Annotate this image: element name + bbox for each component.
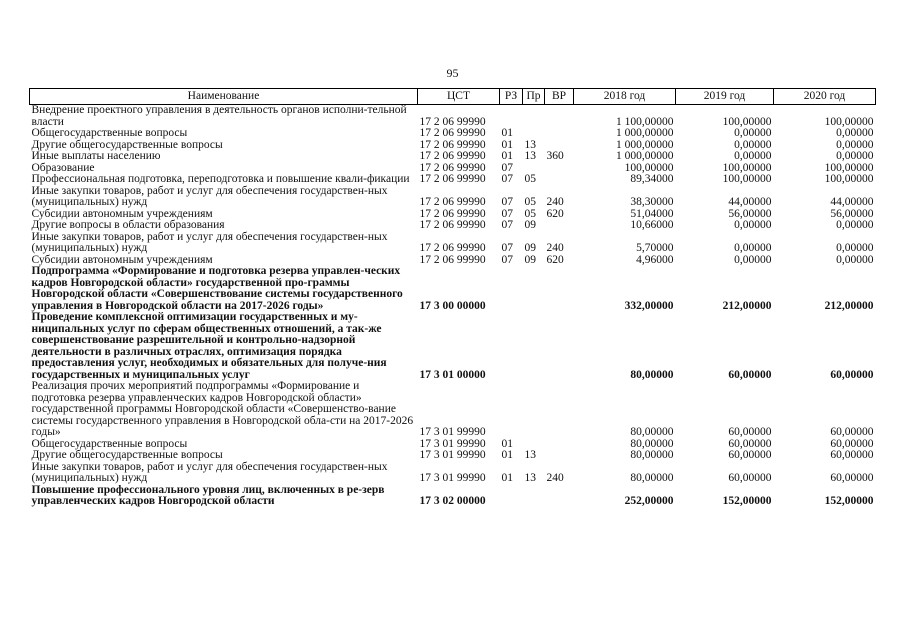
row-cst: 17 2 06 99990 <box>419 196 486 208</box>
row-pr <box>523 381 545 439</box>
table-row <box>30 450 876 462</box>
row-cst: 17 2 06 99990 <box>419 253 486 266</box>
row-2019: 0,00000 <box>734 138 772 151</box>
budget-table <box>29 88 876 508</box>
row-2019: 0,00000 <box>734 150 772 162</box>
row-vr <box>545 439 574 451</box>
row-vr: 240 <box>546 242 564 254</box>
row-2020: 60,00000 <box>830 437 874 450</box>
row-pr <box>523 485 545 508</box>
row-cst: 17 2 06 99990 <box>419 150 486 162</box>
table-row <box>30 220 876 232</box>
row-cst: 17 3 02 00000 <box>419 495 486 507</box>
row-2018: 80,00000 <box>630 426 674 438</box>
header-2019: 2019 год <box>676 89 774 105</box>
row-name: Иные закупки товаров, работ и услуг для обеспечения государствен-ных (муниципальных) нужд <box>31 184 388 208</box>
row-cst: 17 3 01 00000 <box>419 368 486 381</box>
row-rz <box>500 381 523 439</box>
row-2018: 5,70000 <box>636 242 674 254</box>
header-row <box>30 89 876 105</box>
row-name: Субсидии автономным учреждениям <box>31 207 213 220</box>
row-name: Профессиональная подготовка, переподготовка и повышение квали-фикации <box>31 173 410 185</box>
table-row <box>30 186 876 209</box>
row-name: Субсидии автономным учреждениям <box>31 253 213 266</box>
row-vr <box>545 220 574 232</box>
row-2019: 100,00000 <box>722 161 772 174</box>
row-pr: 05 <box>524 207 536 220</box>
row-cst: 17 2 06 99990 <box>419 219 486 231</box>
row-rz: 07 <box>501 207 513 220</box>
row-name: Иные выплаты населению <box>31 150 161 162</box>
row-cst: 17 2 06 99990 <box>419 161 486 174</box>
row-pr: 13 <box>524 150 536 162</box>
table-row <box>30 128 876 140</box>
row-name: Иные закупки товаров, работ и услуг для обеспечения государствен-ных (муниципальных) нужд <box>31 460 388 484</box>
row-rz <box>500 312 523 381</box>
row-2019: 0,00000 <box>734 127 772 139</box>
row-vr: 620 <box>546 253 564 266</box>
row-rz: 07 <box>501 242 513 254</box>
row-2020: 60,00000 <box>830 472 874 484</box>
table-row <box>30 381 876 439</box>
row-pr: 05 <box>524 196 536 208</box>
row-cst: 17 3 01 99990 <box>419 472 486 484</box>
header-2020: 2020 год <box>774 89 876 105</box>
row-rz <box>500 485 523 508</box>
row-2018: 1 000,00000 <box>616 150 674 162</box>
row-name: Общегосударственные вопросы <box>31 127 188 139</box>
row-2020: 60,00000 <box>830 449 874 461</box>
row-2018: 51,04000 <box>630 207 674 220</box>
header-vr: ВР <box>545 89 574 105</box>
row-rz: 07 <box>501 219 513 231</box>
row-2019: 100,00000 <box>722 115 772 128</box>
row-2018: 80,00000 <box>630 472 674 484</box>
row-pr <box>523 105 545 129</box>
row-pr: 13 <box>524 472 536 484</box>
row-2019: 100,00000 <box>722 173 772 185</box>
row-name: Подпрограмма «Формирование и подготовка резерва управлен-ческих кадров Новгородской области» государственной про-граммы Новгородской области «Совершенствование системы государственного управления в Новгородской области на 2017-2026 годы» <box>31 265 403 312</box>
row-vr <box>545 485 574 508</box>
row-2018: 1 100,00000 <box>616 115 674 128</box>
row-vr: 620 <box>546 207 564 220</box>
row-2018: 4,96000 <box>636 253 674 266</box>
row-rz: 01 <box>501 449 513 461</box>
row-rz: 07 <box>501 161 513 174</box>
row-name: Образование <box>31 161 95 174</box>
row-2018: 80,00000 <box>630 437 674 450</box>
row-2018: 252,00000 <box>624 495 674 507</box>
row-2020: 0,00000 <box>836 138 874 151</box>
page-number: 95 <box>446 66 459 80</box>
row-2020: 0,00000 <box>836 219 874 231</box>
row-2018: 38,30000 <box>630 196 674 208</box>
row-2020: 152,00000 <box>824 495 874 507</box>
table-row <box>30 105 876 129</box>
header-cst: ЦСТ <box>418 89 500 105</box>
row-vr <box>545 174 574 186</box>
row-cst: 17 3 01 99990 <box>419 449 486 461</box>
row-cst: 17 2 06 99990 <box>419 173 486 185</box>
row-2019: 60,00000 <box>728 368 772 381</box>
row-vr <box>545 312 574 381</box>
row-name: Внедрение проектного управления в деятельность органов исполни-тельной власти <box>31 104 407 128</box>
row-rz: 07 <box>501 196 513 208</box>
row-2019: 60,00000 <box>728 472 772 484</box>
row-cst: 17 2 06 99990 <box>419 242 486 254</box>
row-2020: 0,00000 <box>836 253 874 266</box>
row-2020: 0,00000 <box>836 242 874 254</box>
header-name: Наименование <box>30 89 418 105</box>
row-2020: 0,00000 <box>836 127 874 139</box>
row-2018: 10,66000 <box>630 219 674 231</box>
row-pr: 09 <box>524 242 536 254</box>
row-2019: 212,00000 <box>722 299 772 312</box>
row-2020: 100,00000 <box>824 173 874 185</box>
row-name: Другие вопросы в области образования <box>31 219 225 231</box>
row-2019: 60,00000 <box>728 437 772 450</box>
table-row <box>30 266 876 312</box>
row-pr <box>523 128 545 140</box>
row-pr <box>523 266 545 312</box>
row-vr: 240 <box>546 472 564 484</box>
row-cst: 17 2 06 99990 <box>419 127 486 139</box>
row-2018: 80,00000 <box>630 368 674 381</box>
row-pr <box>523 312 545 381</box>
row-2020: 0,00000 <box>836 150 874 162</box>
row-2020: 56,00000 <box>830 207 874 220</box>
row-rz: 07 <box>501 253 513 266</box>
row-2020: 44,00000 <box>830 196 874 208</box>
row-rz <box>500 266 523 312</box>
row-2019: 60,00000 <box>728 449 772 461</box>
row-2020: 100,00000 <box>824 161 874 174</box>
header-2018: 2018 год <box>574 89 676 105</box>
table-row <box>30 462 876 485</box>
row-vr: 360 <box>546 150 564 162</box>
row-rz: 01 <box>501 150 513 162</box>
row-rz: 01 <box>501 127 513 139</box>
row-2019: 0,00000 <box>734 219 772 231</box>
row-2020: 60,00000 <box>830 368 874 381</box>
table-row <box>30 485 876 508</box>
row-2019: 56,00000 <box>728 207 772 220</box>
row-2018: 1 000,00000 <box>616 138 674 151</box>
row-rz: 01 <box>501 437 513 450</box>
row-2020: 212,00000 <box>824 299 874 312</box>
row-name: Иные закупки товаров, работ и услуг для обеспечения государствен-ных (муниципальных) нужд <box>31 230 388 254</box>
row-2020: 100,00000 <box>824 115 874 128</box>
row-2019: 44,00000 <box>728 196 772 208</box>
table-row <box>30 232 876 255</box>
row-name: Реализация прочих мероприятий подпрограммы «Формирование и подготовка резерва управленческих кадров Новгородской области» государственной программы Новгородской области «Совершенство-вание системы государственного управления в Новгородской обла-сти на 2017-2026 годы» <box>31 380 414 438</box>
row-cst: 17 3 01 99990 <box>419 437 486 450</box>
row-name: Проведение комплексной оптимизации государственных и му-ниципальных услуг по сферам общественных отношений, а так-же совершенствование разрешительной и контрольно-надзорной деятельности в различных отраслях, оптимизация порядка предоставления услуг, необходимых и обязательных для получе-ния государственных и муниципальных услуг <box>31 311 387 381</box>
row-2019: 0,00000 <box>734 253 772 266</box>
row-cst: 17 3 00 00000 <box>419 299 486 312</box>
row-2018: 89,34000 <box>630 173 674 185</box>
row-name: Повышение профессионального уровня лиц, включенных в ре-зерв управленческих кадров Новгородской области <box>31 483 385 507</box>
row-pr: 09 <box>524 253 536 266</box>
table-row <box>30 312 876 381</box>
row-2018: 80,00000 <box>630 449 674 461</box>
header-pr: Пр <box>523 89 545 105</box>
row-cst: 17 3 01 99990 <box>419 426 486 438</box>
row-2018: 332,00000 <box>624 299 674 312</box>
row-vr <box>545 266 574 312</box>
row-2018: 1 000,00000 <box>616 127 674 139</box>
row-cst: 17 2 06 99990 <box>419 207 486 220</box>
row-rz: 01 <box>501 138 513 151</box>
row-name: Другие общегосударственные вопросы <box>31 449 223 461</box>
row-2019: 152,00000 <box>722 495 772 507</box>
header-rz: РЗ <box>500 89 523 105</box>
table-row <box>30 174 876 186</box>
row-vr: 240 <box>546 196 564 208</box>
row-2018: 100,00000 <box>624 161 674 174</box>
row-pr: 13 <box>524 449 536 461</box>
row-name: Другие общегосударственные вопросы <box>31 138 223 151</box>
row-rz: 01 <box>501 472 513 484</box>
row-cst: 17 2 06 99990 <box>419 115 486 128</box>
row-vr <box>545 450 574 462</box>
row-rz <box>500 105 523 129</box>
row-2020: 60,00000 <box>830 426 874 438</box>
row-rz: 07 <box>501 173 513 185</box>
row-pr: 09 <box>524 219 536 231</box>
row-pr: 05 <box>524 173 536 185</box>
row-2019: 60,00000 <box>728 426 772 438</box>
table-row <box>30 151 876 163</box>
row-2019: 0,00000 <box>734 242 772 254</box>
row-vr <box>545 163 574 175</box>
row-vr <box>545 105 574 129</box>
row-cst: 17 2 06 99990 <box>419 138 486 151</box>
row-vr <box>545 128 574 140</box>
row-vr <box>545 381 574 439</box>
row-name: Общегосударственные вопросы <box>31 437 188 450</box>
row-pr: 13 <box>524 138 536 151</box>
